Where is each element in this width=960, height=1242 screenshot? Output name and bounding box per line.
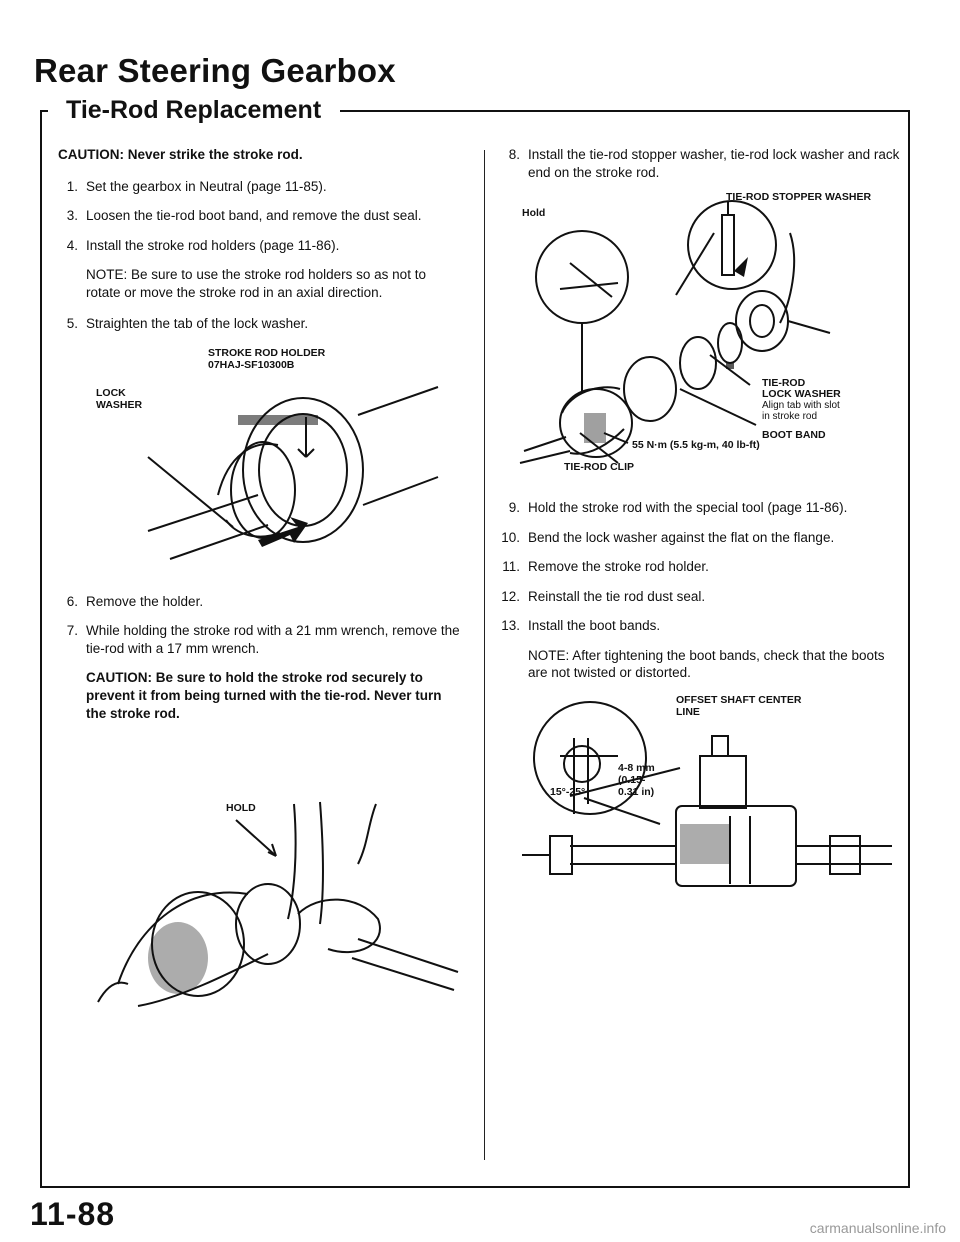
stroke-rod-holder-part-number: 07HAJ-SF10300B	[208, 358, 295, 371]
dimension-label-line-3: 0.31 in)	[618, 785, 655, 798]
hold-label: HOLD	[226, 802, 256, 815]
section-title: Tie-Rod Replacement	[62, 96, 327, 125]
align-note-line-1: Align tab with slot	[762, 400, 840, 412]
figure-stroke-rod-holder	[58, 345, 463, 577]
dimension-label-line-2: (0.15-	[618, 773, 646, 786]
stopper-washer-label: TIE-ROD STOPPER WASHER	[726, 191, 872, 204]
dimension-label-line-1: 4-8 mm	[618, 761, 655, 774]
step-4: 4. Install the stroke rod holders (page 11-86).	[66, 237, 340, 253]
tie-rod-clip-label: TIE-ROD CLIP	[564, 461, 634, 474]
right-column	[500, 146, 900, 922]
offset-shaft-label-line-1: OFFSET SHAFT CENTER	[676, 693, 802, 706]
figure-offset-shaft	[500, 693, 900, 906]
step-7: 7. While holding the stroke rod with a 21 mm wrench, remove the tie-rod with a 17 mm wrench.	[66, 623, 460, 656]
align-note-line-2: in stroke rod	[762, 411, 818, 423]
note-2: NOTE: After tightening the boot bands, check that the boots are not twisted or distorted.	[528, 647, 885, 681]
caution-2: CAUTION: Be sure to hold the stroke rod securely to prevent it from being turned with the tie-rod. Never turn the stroke rod.	[86, 670, 442, 721]
stroke-rod-holder-label: STROKE ROD HOLDER	[208, 346, 326, 359]
offset-shaft-illustration	[500, 693, 900, 906]
stroke-rod-holder-illustration	[58, 345, 463, 577]
hold-label: Hold	[522, 207, 546, 220]
frame-gap	[48, 104, 62, 116]
lock-washer-label-line-2: LOCK WASHER	[762, 388, 841, 401]
column-divider	[484, 150, 485, 1160]
step-12: 12. Reinstall the tie rod dust seal.	[501, 588, 706, 604]
page-number: 11-88	[30, 1196, 116, 1232]
page-title: Rear Steering Gearbox	[34, 52, 396, 89]
figure-hold-stroke-rod	[58, 744, 463, 1012]
step-8: 8. Install the tie-rod stopper washer, tie-rod lock washer and rack end on the stroke rod.	[508, 147, 900, 180]
step-13: 13. Install the boot bands.	[501, 618, 661, 634]
hold-wrench-illustration	[58, 744, 463, 1012]
note-1: NOTE: Be sure to use the stroke rod holders so as not to rotate or move the stroke rod in an axial direction.	[86, 267, 426, 300]
lock-washer-label-line-2: WASHER	[96, 398, 143, 411]
left-column	[58, 146, 463, 1028]
step-11: 11. Remove the stroke rod holder.	[502, 559, 709, 575]
torque-spec-label: 55 N·m (5.5 kg-m, 40 lb-ft)	[632, 439, 760, 452]
boot-band-label: BOOT BAND	[762, 429, 826, 442]
step-5: 5. Straighten the tab of the lock washer.	[66, 316, 309, 332]
step-1: 1. Set the gearbox in Neutral (page 11-85).	[66, 178, 327, 194]
step-10: 10. Bend the lock washer against the flat on the flange.	[501, 529, 835, 545]
lock-washer-label-line-1: LOCK	[96, 386, 126, 399]
caution-1: CAUTION: Never strike the stroke rod.	[58, 147, 303, 162]
lock-washer-label-line-1: TIE-ROD	[762, 377, 806, 390]
offset-shaft-label-line-2: LINE	[676, 705, 700, 718]
watermark-link[interactable]: carmanualsonline.info	[809, 1220, 946, 1236]
step-9: 9. Hold the stroke rod with the special tool (page 11-86).	[508, 500, 848, 516]
figure-tie-rod-install	[500, 193, 900, 483]
step-6: 6. Remove the holder.	[66, 593, 204, 609]
angle-label: 15°-25°	[550, 785, 586, 798]
step-3: 3. Loosen the tie-rod boot band, and remove the dust seal.	[66, 208, 422, 224]
